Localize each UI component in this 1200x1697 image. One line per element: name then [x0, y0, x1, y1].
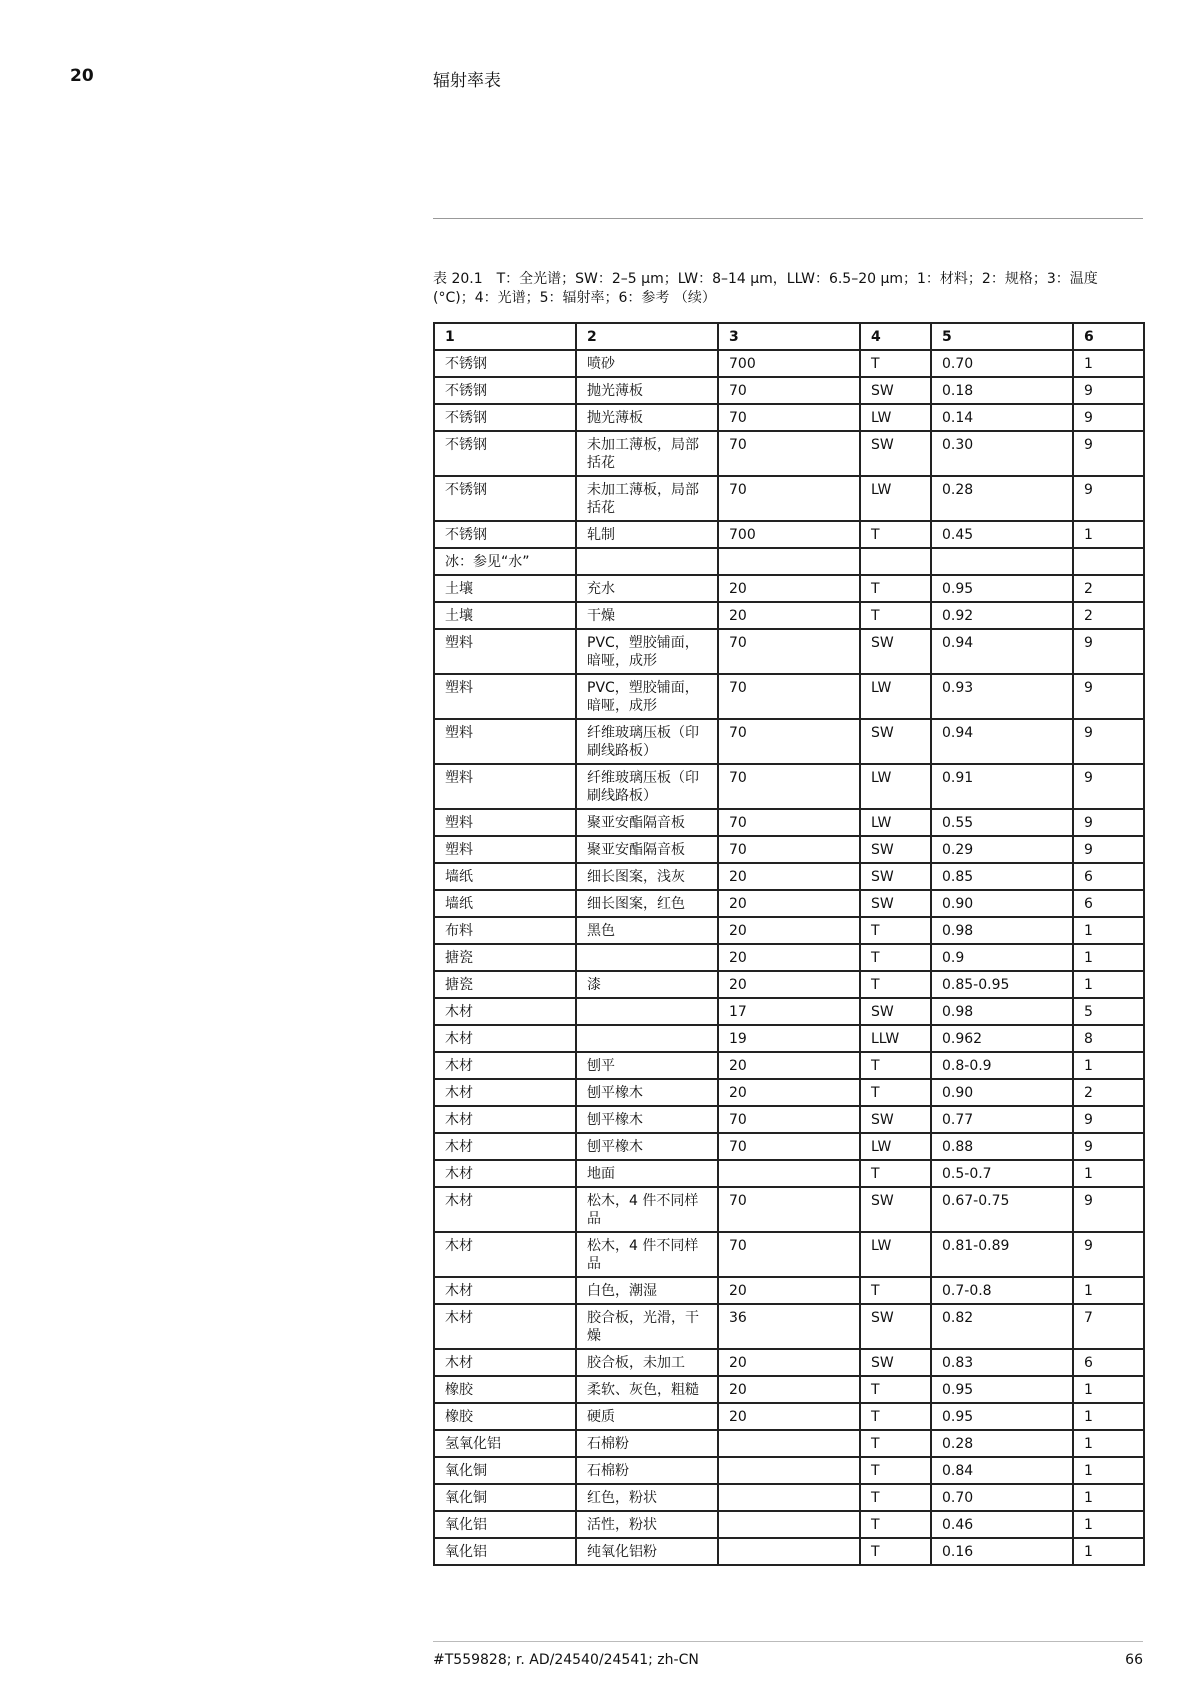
cell-material: 不锈钢 — [434, 377, 576, 404]
footer-doc-ref: #T559828; r. AD/24540/24541; zh-CN — [433, 1652, 699, 1668]
cell-emissivity: 0.93 — [931, 674, 1073, 719]
footer-divider — [433, 1641, 1143, 1642]
cell-temperature — [718, 1484, 860, 1511]
cell-material: 氧化铝 — [434, 1538, 576, 1565]
cell-spectrum: LLW — [860, 1025, 931, 1052]
table-row — [434, 809, 1144, 836]
cell-material: 塑料 — [434, 836, 576, 863]
table-row — [434, 1511, 1144, 1538]
table-row — [434, 1133, 1144, 1160]
table-row — [434, 1376, 1144, 1403]
cell-temperature: 20 — [718, 575, 860, 602]
cell-temperature: 70 — [718, 377, 860, 404]
cell-reference: 6 — [1073, 1349, 1144, 1376]
cell-material: 不锈钢 — [434, 521, 576, 548]
cell-emissivity: 0.95 — [931, 1403, 1073, 1430]
cell-spectrum: SW — [860, 836, 931, 863]
table-row — [434, 575, 1144, 602]
cell-reference: 1 — [1073, 1457, 1144, 1484]
table-row — [434, 548, 1144, 575]
cell-spec: PVC，塑胶铺面，暗哑，成形 — [576, 629, 718, 674]
table-row — [434, 404, 1144, 431]
cell-spec: 刨平橡木 — [576, 1106, 718, 1133]
table-row — [434, 1025, 1144, 1052]
cell-spec: 聚亚安酯隔音板 — [576, 836, 718, 863]
cell-temperature — [718, 1457, 860, 1484]
cell-material: 土壤 — [434, 602, 576, 629]
cell-spec: PVC，塑胶铺面，暗哑，成形 — [576, 674, 718, 719]
cell-spectrum: SW — [860, 1187, 931, 1232]
cell-spectrum: T — [860, 575, 931, 602]
cell-temperature: 20 — [718, 1403, 860, 1430]
cell-spectrum: T — [860, 1277, 931, 1304]
cell-spec: 松木，4 件不同样品 — [576, 1187, 718, 1232]
cell-spectrum: T — [860, 1160, 931, 1187]
cell-material: 木材 — [434, 1106, 576, 1133]
cell-material: 木材 — [434, 998, 576, 1025]
cell-material: 氧化铝 — [434, 1511, 576, 1538]
cell-spec: 干燥 — [576, 602, 718, 629]
cell-material: 橡胶 — [434, 1403, 576, 1430]
cell-spec: 充水 — [576, 575, 718, 602]
cell-temperature: 70 — [718, 629, 860, 674]
cell-temperature: 70 — [718, 809, 860, 836]
table-row — [434, 764, 1144, 809]
cell-material: 布料 — [434, 917, 576, 944]
cell-spectrum: T — [860, 1538, 931, 1565]
cell-temperature: 20 — [718, 1349, 860, 1376]
cell-material: 木材 — [434, 1277, 576, 1304]
cell-spec: 刨平 — [576, 1052, 718, 1079]
cell-temperature: 20 — [718, 1376, 860, 1403]
cell-temperature: 70 — [718, 404, 860, 431]
table-row — [434, 350, 1144, 377]
cell-emissivity: 0.91 — [931, 764, 1073, 809]
table-row — [434, 1457, 1144, 1484]
cell-spec: 白色，潮湿 — [576, 1277, 718, 1304]
cell-emissivity: 0.55 — [931, 809, 1073, 836]
cell-emissivity: 0.70 — [931, 350, 1073, 377]
cell-reference — [1073, 548, 1144, 575]
cell-material: 搪瓷 — [434, 971, 576, 998]
table-row — [434, 1430, 1144, 1457]
table-row — [434, 1349, 1144, 1376]
cell-spectrum: SW — [860, 863, 931, 890]
chapter-number: 20 — [70, 66, 94, 86]
cell-reference: 9 — [1073, 809, 1144, 836]
cell-temperature: 20 — [718, 944, 860, 971]
cell-material: 木材 — [434, 1349, 576, 1376]
cell-emissivity: 0.5-0.7 — [931, 1160, 1073, 1187]
cell-reference: 1 — [1073, 944, 1144, 971]
cell-emissivity: 0.95 — [931, 1376, 1073, 1403]
table-row — [434, 431, 1144, 476]
cell-emissivity: 0.962 — [931, 1025, 1073, 1052]
cell-material: 土壤 — [434, 575, 576, 602]
cell-spectrum: LW — [860, 404, 931, 431]
table-row — [434, 377, 1144, 404]
cell-reference: 1 — [1073, 1538, 1144, 1565]
cell-spectrum: T — [860, 1511, 931, 1538]
cell-spec: 柔软、灰色，粗糙 — [576, 1376, 718, 1403]
cell-temperature: 20 — [718, 1052, 860, 1079]
cell-temperature: 70 — [718, 719, 860, 764]
cell-reference: 9 — [1073, 764, 1144, 809]
cell-temperature: 70 — [718, 836, 860, 863]
cell-temperature: 70 — [718, 1133, 860, 1160]
cell-reference: 9 — [1073, 1133, 1144, 1160]
cell-spec: 胶合板，未加工 — [576, 1349, 718, 1376]
cell-reference: 9 — [1073, 1106, 1144, 1133]
cell-emissivity: 0.84 — [931, 1457, 1073, 1484]
header-cell-material: 1 — [434, 323, 576, 350]
cell-temperature: 20 — [718, 863, 860, 890]
cell-reference: 6 — [1073, 863, 1144, 890]
cell-emissivity — [931, 548, 1073, 575]
cell-temperature: 20 — [718, 917, 860, 944]
cell-spec: 纯氧化铝粉 — [576, 1538, 718, 1565]
cell-temperature: 700 — [718, 350, 860, 377]
cell-emissivity: 0.28 — [931, 1430, 1073, 1457]
cell-spec: 轧制 — [576, 521, 718, 548]
cell-emissivity: 0.7-0.8 — [931, 1277, 1073, 1304]
cell-reference: 2 — [1073, 1079, 1144, 1106]
cell-spec: 胶合板，光滑，干燥 — [576, 1304, 718, 1349]
cell-reference: 9 — [1073, 629, 1144, 674]
table-row — [434, 602, 1144, 629]
header-cell-spec: 2 — [576, 323, 718, 350]
cell-reference: 1 — [1073, 1277, 1144, 1304]
table-row — [434, 890, 1144, 917]
cell-reference: 7 — [1073, 1304, 1144, 1349]
table-body — [434, 350, 1144, 1565]
cell-emissivity: 0.67-0.75 — [931, 1187, 1073, 1232]
cell-temperature: 20 — [718, 890, 860, 917]
cell-emissivity: 0.46 — [931, 1511, 1073, 1538]
cell-reference: 9 — [1073, 719, 1144, 764]
cell-spectrum: LW — [860, 476, 931, 521]
cell-temperature: 36 — [718, 1304, 860, 1349]
cell-spectrum: SW — [860, 1349, 931, 1376]
cell-reference: 1 — [1073, 1052, 1144, 1079]
cell-spectrum: T — [860, 1052, 931, 1079]
cell-spectrum: T — [860, 917, 931, 944]
cell-emissivity: 0.90 — [931, 890, 1073, 917]
cell-spec: 喷砂 — [576, 350, 718, 377]
cell-emissivity: 0.98 — [931, 998, 1073, 1025]
cell-emissivity: 0.92 — [931, 602, 1073, 629]
footer-page-number: 66 — [1125, 1652, 1143, 1668]
cell-material: 木材 — [434, 1304, 576, 1349]
cell-temperature: 19 — [718, 1025, 860, 1052]
table-row — [434, 1304, 1144, 1349]
cell-emissivity: 0.90 — [931, 1079, 1073, 1106]
cell-spectrum: T — [860, 971, 931, 998]
cell-spec: 纤维玻璃压板（印刷线路板） — [576, 764, 718, 809]
table-row — [434, 1106, 1144, 1133]
cell-reference: 9 — [1073, 1187, 1144, 1232]
cell-reference: 9 — [1073, 836, 1144, 863]
cell-spectrum: LW — [860, 674, 931, 719]
cell-material: 塑料 — [434, 764, 576, 809]
cell-reference: 1 — [1073, 1430, 1144, 1457]
cell-emissivity: 0.98 — [931, 917, 1073, 944]
cell-emissivity: 0.18 — [931, 377, 1073, 404]
cell-spectrum — [860, 548, 931, 575]
table-row — [434, 1160, 1144, 1187]
cell-spec — [576, 944, 718, 971]
cell-reference: 6 — [1073, 890, 1144, 917]
cell-spec: 石棉粉 — [576, 1430, 718, 1457]
table-header-row — [434, 323, 1144, 350]
cell-temperature: 17 — [718, 998, 860, 1025]
cell-temperature: 70 — [718, 431, 860, 476]
cell-spec: 细长图案，浅灰 — [576, 863, 718, 890]
cell-material: 木材 — [434, 1025, 576, 1052]
cell-spectrum: T — [860, 1457, 931, 1484]
cell-temperature: 70 — [718, 674, 860, 719]
chapter-title: 辐射率表 — [433, 71, 501, 91]
cell-material: 搪瓷 — [434, 944, 576, 971]
cell-spec — [576, 998, 718, 1025]
cell-spectrum: SW — [860, 377, 931, 404]
cell-emissivity: 0.16 — [931, 1538, 1073, 1565]
cell-reference: 9 — [1073, 674, 1144, 719]
cell-temperature: 70 — [718, 764, 860, 809]
cell-material: 橡胶 — [434, 1376, 576, 1403]
header-divider — [433, 218, 1143, 219]
cell-emissivity: 0.81-0.89 — [931, 1232, 1073, 1277]
cell-emissivity: 0.70 — [931, 1484, 1073, 1511]
cell-spectrum: LW — [860, 1232, 931, 1277]
cell-temperature: 20 — [718, 1277, 860, 1304]
cell-material: 塑料 — [434, 674, 576, 719]
cell-spec — [576, 548, 718, 575]
table-row — [434, 1187, 1144, 1232]
cell-spectrum: SW — [860, 890, 931, 917]
cell-material: 不锈钢 — [434, 476, 576, 521]
cell-spec: 刨平橡木 — [576, 1133, 718, 1160]
cell-material: 冰：参见“水” — [434, 548, 576, 575]
cell-reference: 1 — [1073, 1160, 1144, 1187]
cell-spectrum: SW — [860, 998, 931, 1025]
table-row — [434, 1079, 1144, 1106]
cell-spectrum: T — [860, 944, 931, 971]
cell-emissivity: 0.82 — [931, 1304, 1073, 1349]
table-row — [434, 836, 1144, 863]
cell-emissivity: 0.85-0.95 — [931, 971, 1073, 998]
cell-spectrum: SW — [860, 1106, 931, 1133]
cell-material: 不锈钢 — [434, 350, 576, 377]
cell-emissivity: 0.28 — [931, 476, 1073, 521]
cell-spec: 黑色 — [576, 917, 718, 944]
cell-temperature — [718, 548, 860, 575]
table-row — [434, 476, 1144, 521]
cell-spec: 刨平橡木 — [576, 1079, 718, 1106]
cell-material: 不锈钢 — [434, 404, 576, 431]
cell-spectrum: T — [860, 350, 931, 377]
table-row — [434, 674, 1144, 719]
table-row — [434, 917, 1144, 944]
table-row — [434, 863, 1144, 890]
cell-reference: 9 — [1073, 476, 1144, 521]
cell-temperature — [718, 1511, 860, 1538]
cell-reference: 1 — [1073, 971, 1144, 998]
cell-material: 墙纸 — [434, 863, 576, 890]
cell-emissivity: 0.94 — [931, 719, 1073, 764]
cell-reference: 1 — [1073, 350, 1144, 377]
cell-spec: 抛光薄板 — [576, 404, 718, 431]
cell-spectrum: T — [860, 1484, 931, 1511]
cell-emissivity: 0.94 — [931, 629, 1073, 674]
cell-material: 木材 — [434, 1160, 576, 1187]
cell-material: 墙纸 — [434, 890, 576, 917]
cell-material: 木材 — [434, 1133, 576, 1160]
cell-emissivity: 0.85 — [931, 863, 1073, 890]
cell-spectrum: T — [860, 1376, 931, 1403]
cell-emissivity: 0.8-0.9 — [931, 1052, 1073, 1079]
cell-reference: 1 — [1073, 1484, 1144, 1511]
cell-material: 木材 — [434, 1187, 576, 1232]
cell-reference: 2 — [1073, 575, 1144, 602]
cell-material: 氢氧化铝 — [434, 1430, 576, 1457]
cell-emissivity: 0.29 — [931, 836, 1073, 863]
cell-temperature: 20 — [718, 1079, 860, 1106]
cell-spec: 松木，4 件不同样品 — [576, 1232, 718, 1277]
table-row — [434, 971, 1144, 998]
cell-spec: 未加工薄板，局部括花 — [576, 476, 718, 521]
table-row — [434, 1052, 1144, 1079]
cell-reference: 8 — [1073, 1025, 1144, 1052]
cell-spectrum: LW — [860, 1133, 931, 1160]
cell-emissivity: 0.14 — [931, 404, 1073, 431]
cell-emissivity: 0.83 — [931, 1349, 1073, 1376]
cell-material: 不锈钢 — [434, 431, 576, 476]
cell-emissivity: 0.9 — [931, 944, 1073, 971]
cell-emissivity: 0.30 — [931, 431, 1073, 476]
table-row — [434, 998, 1144, 1025]
cell-spectrum: LW — [860, 809, 931, 836]
cell-material: 木材 — [434, 1232, 576, 1277]
cell-reference: 9 — [1073, 377, 1144, 404]
cell-temperature: 70 — [718, 476, 860, 521]
table-row — [434, 1277, 1144, 1304]
cell-spectrum: T — [860, 1430, 931, 1457]
cell-reference: 9 — [1073, 431, 1144, 476]
cell-temperature: 70 — [718, 1232, 860, 1277]
cell-material: 木材 — [434, 1079, 576, 1106]
cell-material: 氧化铜 — [434, 1484, 576, 1511]
cell-reference: 1 — [1073, 1376, 1144, 1403]
cell-spectrum: LW — [860, 764, 931, 809]
header-cell-reference: 6 — [1073, 323, 1144, 350]
cell-temperature: 20 — [718, 602, 860, 629]
cell-spec: 聚亚安酯隔音板 — [576, 809, 718, 836]
cell-spectrum: T — [860, 1079, 931, 1106]
cell-spectrum: T — [860, 521, 931, 548]
cell-material: 塑料 — [434, 809, 576, 836]
cell-reference: 9 — [1073, 1232, 1144, 1277]
cell-spectrum: SW — [860, 719, 931, 764]
cell-reference: 5 — [1073, 998, 1144, 1025]
cell-temperature — [718, 1430, 860, 1457]
table-row — [434, 629, 1144, 674]
table-row — [434, 1538, 1144, 1565]
header-cell-emissivity: 5 — [931, 323, 1073, 350]
header-cell-temperature: 3 — [718, 323, 860, 350]
table-row — [434, 1232, 1144, 1277]
cell-spectrum: SW — [860, 629, 931, 674]
table-row — [434, 521, 1144, 548]
cell-spec: 漆 — [576, 971, 718, 998]
cell-temperature — [718, 1160, 860, 1187]
cell-reference: 1 — [1073, 917, 1144, 944]
cell-spectrum: T — [860, 602, 931, 629]
cell-spec: 红色，粉状 — [576, 1484, 718, 1511]
cell-spec: 石棉粉 — [576, 1457, 718, 1484]
table-row — [434, 1403, 1144, 1430]
cell-reference: 9 — [1073, 404, 1144, 431]
cell-emissivity: 0.88 — [931, 1133, 1073, 1160]
cell-spec: 抛光薄板 — [576, 377, 718, 404]
cell-temperature — [718, 1538, 860, 1565]
emissivity-table-container — [433, 322, 1143, 1566]
cell-spec: 细长图案，红色 — [576, 890, 718, 917]
cell-spec: 未加工薄板，局部括花 — [576, 431, 718, 476]
header-cell-spectrum: 4 — [860, 323, 931, 350]
cell-emissivity: 0.77 — [931, 1106, 1073, 1133]
table-row — [434, 719, 1144, 764]
cell-spectrum: SW — [860, 1304, 931, 1349]
cell-reference: 1 — [1073, 1511, 1144, 1538]
cell-reference: 1 — [1073, 1403, 1144, 1430]
cell-material: 塑料 — [434, 629, 576, 674]
cell-temperature: 20 — [718, 971, 860, 998]
cell-material: 木材 — [434, 1052, 576, 1079]
cell-temperature: 700 — [718, 521, 860, 548]
cell-spec: 地面 — [576, 1160, 718, 1187]
cell-spectrum: T — [860, 1403, 931, 1430]
table-row — [434, 1484, 1144, 1511]
cell-material: 氧化铜 — [434, 1457, 576, 1484]
table-caption: 表 20.1 T：全光谱；SW：2–5 µm；LW：8–14 µm，LLW：6.5–20 µm；1：材料；2：规格；3：温度 (°C)；4：光谱；5：辐射率；6：参考 （续） — [433, 271, 1098, 306]
cell-spec: 纤维玻璃压板（印刷线路板） — [576, 719, 718, 764]
cell-temperature: 70 — [718, 1106, 860, 1133]
cell-reference: 1 — [1073, 521, 1144, 548]
emissivity-table — [433, 322, 1145, 1566]
cell-spec: 活性，粉状 — [576, 1511, 718, 1538]
cell-spec — [576, 1025, 718, 1052]
cell-spec: 硬质 — [576, 1403, 718, 1430]
cell-emissivity: 0.95 — [931, 575, 1073, 602]
cell-temperature: 70 — [718, 1187, 860, 1232]
table-row — [434, 944, 1144, 971]
cell-material: 塑料 — [434, 719, 576, 764]
cell-emissivity: 0.45 — [931, 521, 1073, 548]
cell-spectrum: SW — [860, 431, 931, 476]
cell-reference: 2 — [1073, 602, 1144, 629]
